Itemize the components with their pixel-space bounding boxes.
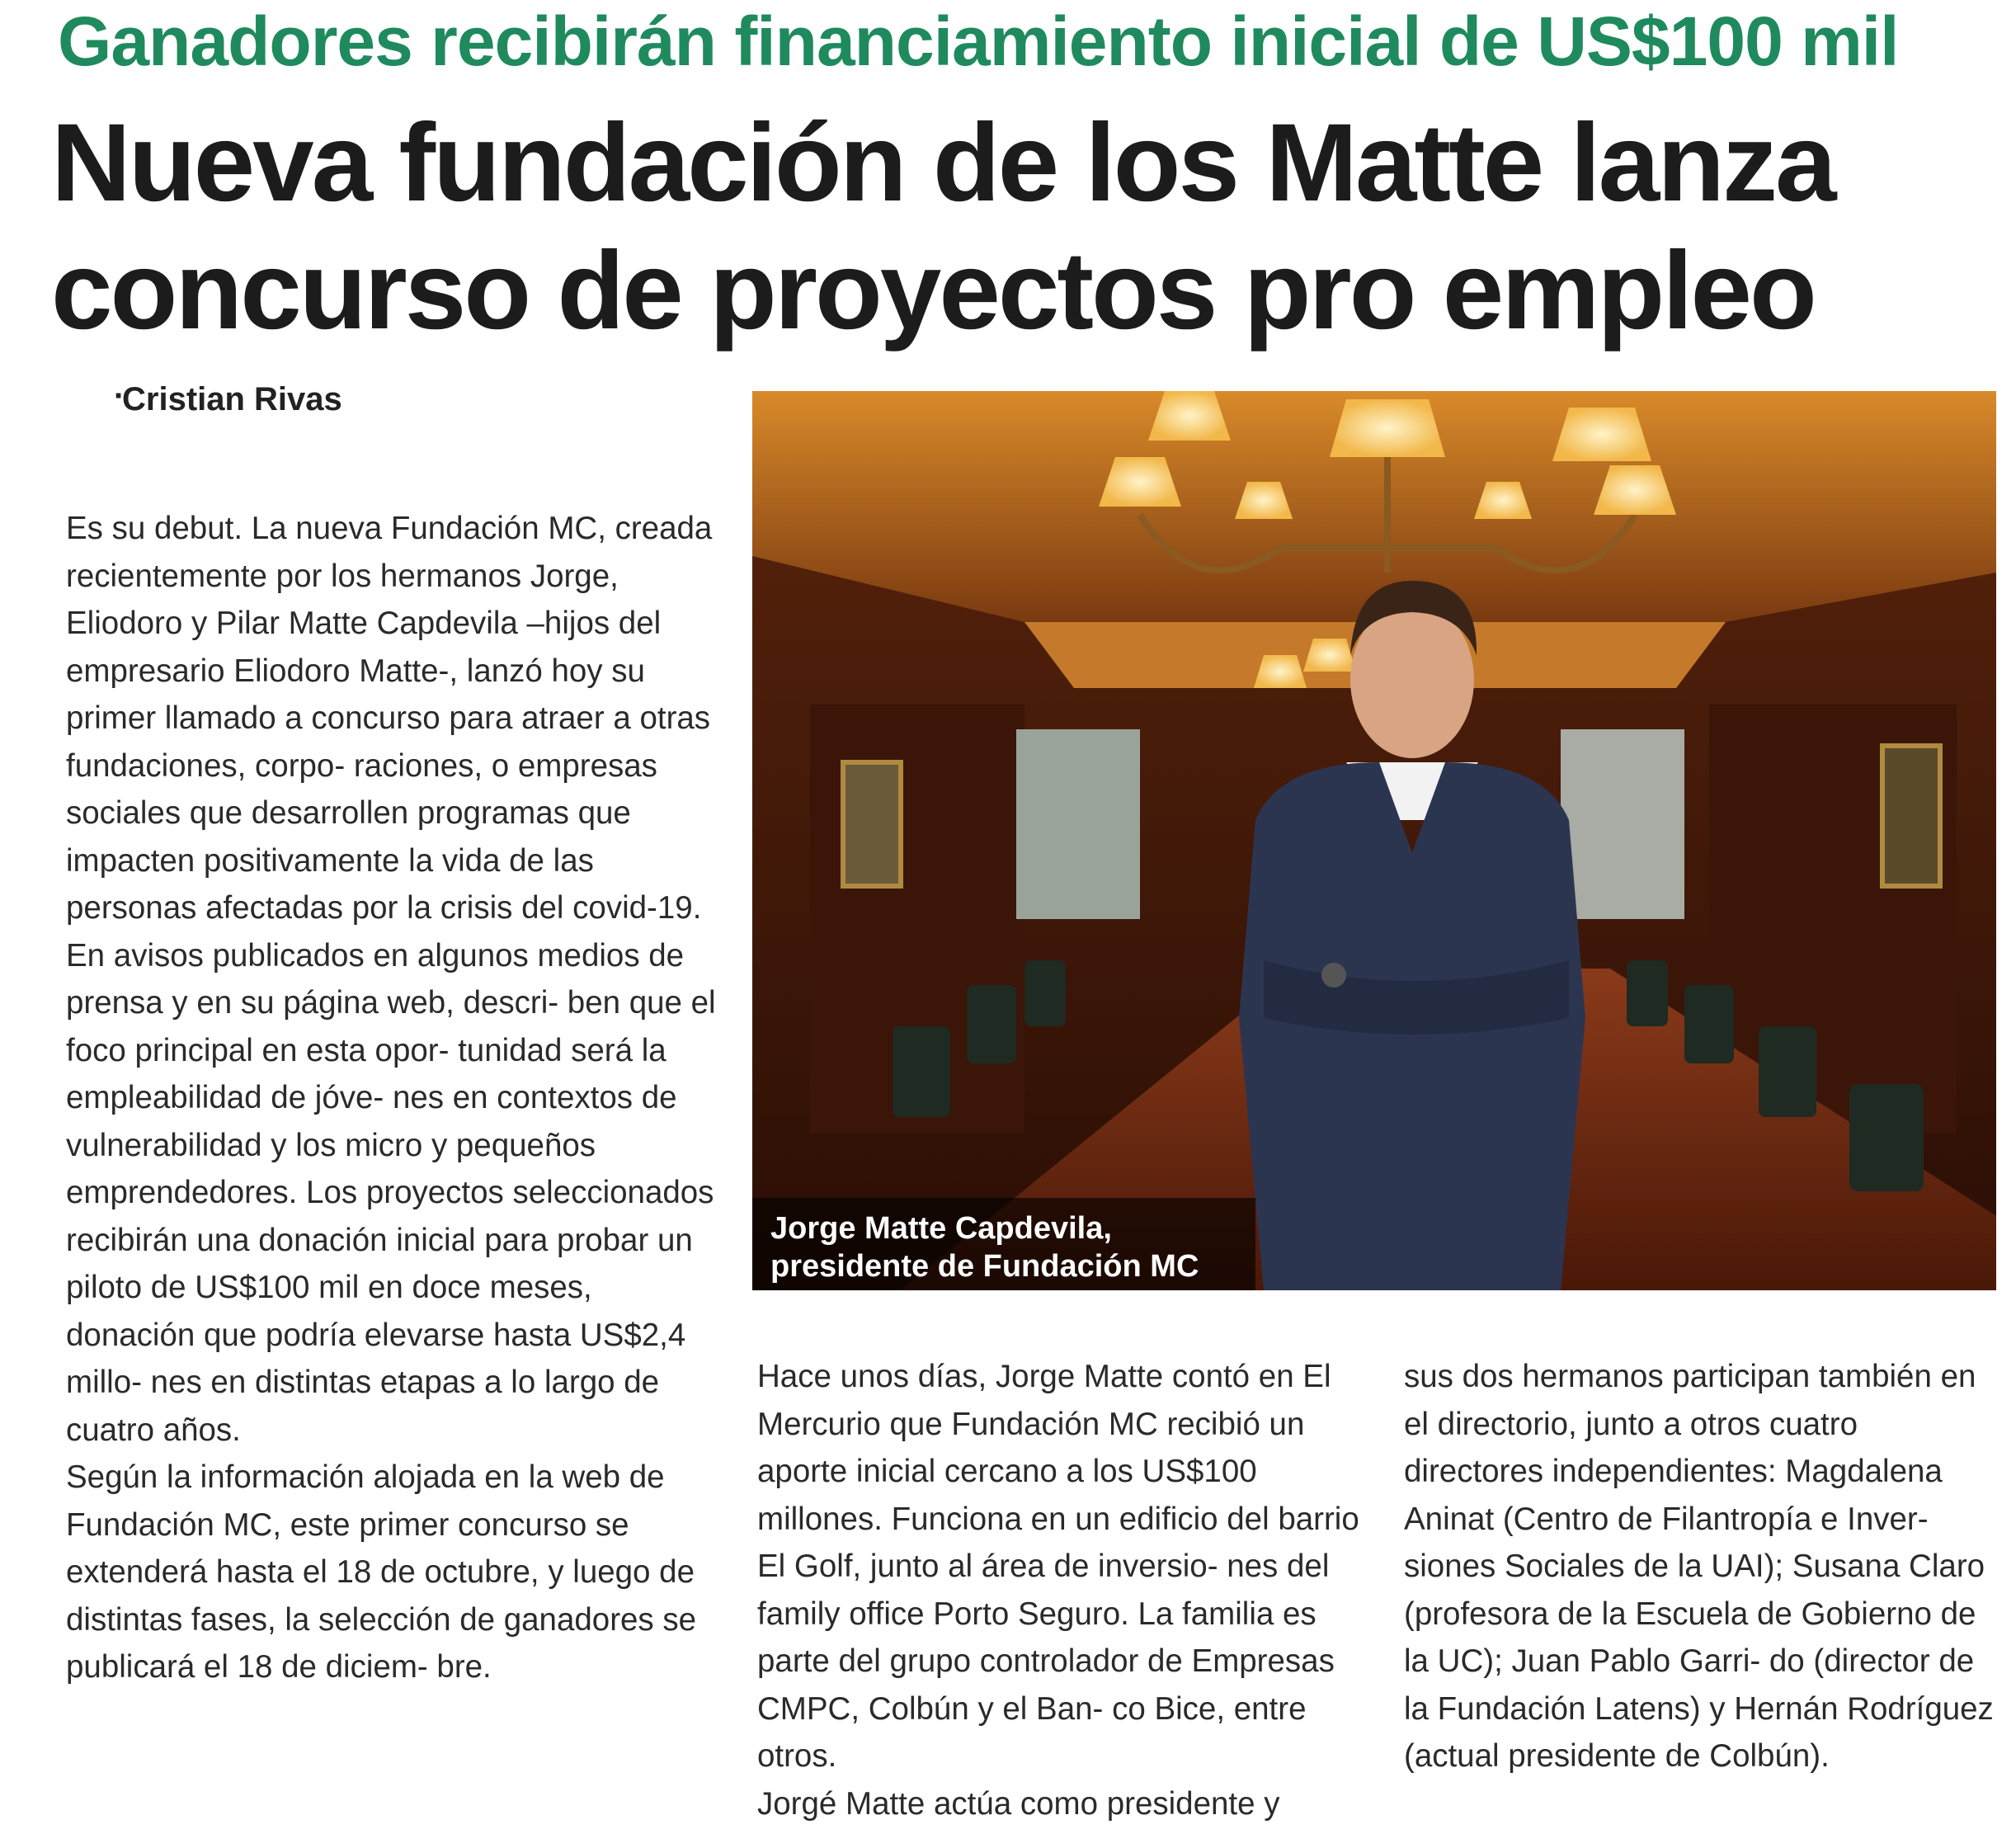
byline xyxy=(114,378,342,418)
photo-illustration xyxy=(752,391,1996,1290)
caption-line-1: Jorge Matte Capdevila, xyxy=(770,1211,1112,1246)
paragraph: Hace unos días, Jorge Matte contó en El Mercurio que Fundación MC recibió un aporte inicial cercano a los US$100 millones. Funciona en un edificio del barrio El Golf, junto al área de inversio- nes del family office Porto Seguro. La familia es parte del grupo controlador de Empresas CMPC, Colbún y el Ban- co Bice, entre otros. xyxy=(757,1359,1359,1774)
headline-line-1: Nueva fundación de los Matte lanza xyxy=(51,101,1835,224)
paragraph: Según la información alojada en la web de Fundación MC, este primer concurso se extenderá hasta el 18 de octubre, y luego de distintas fases, la selección de ganadores se publicará el 18 de diciem- bre. xyxy=(66,1459,697,1685)
paragraph: Jorgé Matte actúa como presidente y xyxy=(757,1785,1280,1822)
byline-marker: · xyxy=(114,378,125,414)
paragraph: En avisos publicados en algunos medios de prensa y en su página web, descri- ben que el foco principal en esta opor- tunidad será la empleabilidad de jóve- nes en contextos de vulnerabilidad y los micro y pequeños emprendedores. Los proyectos seleccionados recibirán una donación inicial para probar un piloto de US$100 mil en doce meses, donación que podría elevarse hasta US$2,4 millo- nes en distintas etapas a lo largo de cuatro años. xyxy=(66,937,716,1448)
paragraph: Es su debut. La nueva Fundación MC, creada recientemente por los hermanos Jorge, Eliodoro y Pilar Matte Capdevila –hijos del empresario Eliodoro Matte-, lanzó hoy su primer llamado a concurso para atraer a otras fundaciones, corpo- raciones, o empresas sociales que desarrollen programas que impacten positivamente la vida de las personas afectadas por la crisis del covid-19. xyxy=(66,511,713,926)
caption-line-2: presidente de Fundación MC xyxy=(770,1249,1199,1284)
paragraph: sus dos hermanos participan también en el directorio, junto a otros cuatro directores independientes: Magdalena Aninat (Centro de Filantropía e Inver- siones Sociales de la UAI); Susana Claro (profesora de la Escuela de Gobierno de la UC); Juan Pablo Garri- do (director de la Fundación Latens) y Hernán Rodríguez (actual presidente de Colbún). xyxy=(1404,1359,1994,1774)
headline xyxy=(51,99,1990,355)
article-column-3 xyxy=(1404,1353,1998,1780)
headline-line-2: concurso de proyectos pro empleo xyxy=(51,229,1815,352)
photo-caption xyxy=(752,1198,1255,1290)
byline-author: Cristian Rivas xyxy=(122,381,342,417)
article-photo xyxy=(752,391,1996,1290)
article-column-1 xyxy=(66,505,718,1691)
kicker: Ganadores recibirán financiamiento inicial de US$100 mil xyxy=(58,2,1899,80)
article-column-2 xyxy=(757,1353,1368,1827)
